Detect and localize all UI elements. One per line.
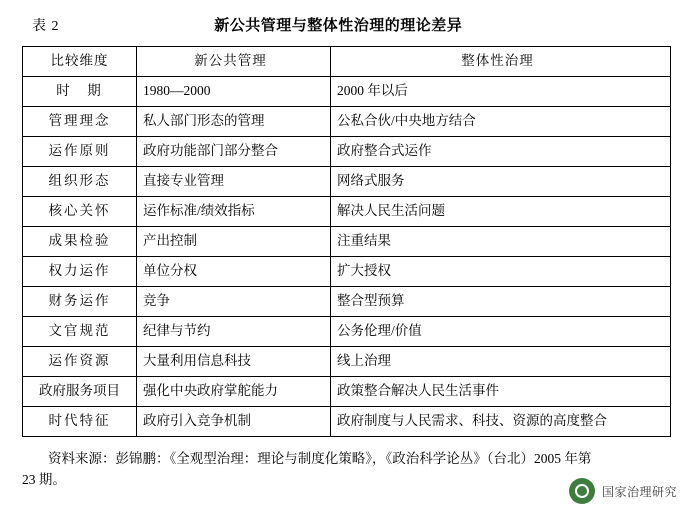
watermark [569, 478, 677, 504]
table-row [23, 347, 671, 377]
row-dimension: 文官规范 [23, 317, 137, 347]
table-caption-title: 新公共管理与整体性治理的理论差异 [214, 18, 463, 34]
row-npm-value: 大量利用信息科技 [137, 347, 331, 377]
table-row [23, 167, 671, 197]
row-npm-value: 纪律与节约 [137, 317, 331, 347]
row-holistic-value: 政策整合解决人民生活事件 [331, 377, 671, 407]
table-row [23, 77, 671, 107]
row-holistic-value: 公私合伙/中央地方结合 [331, 107, 671, 137]
table-row [23, 377, 671, 407]
table-row [23, 257, 671, 287]
header-cell-holistic: 整体性治理 [331, 47, 671, 77]
row-holistic-value: 网络式服务 [331, 167, 671, 197]
row-dimension: 核心关怀 [23, 197, 137, 227]
row-dimension: 时代特征 [23, 407, 137, 437]
row-holistic-value: 2000 年以后 [331, 77, 671, 107]
watermark-label: 国家治理研究 [601, 484, 677, 499]
row-holistic-value: 政府制度与人民需求、科技、资源的高度整合 [331, 407, 671, 437]
row-holistic-value: 注重结果 [331, 227, 671, 257]
row-holistic-value: 解决人民生活问题 [331, 197, 671, 227]
table-row [23, 317, 671, 347]
row-npm-value: 产出控制 [137, 227, 331, 257]
table-row [23, 137, 671, 167]
row-npm-value: 私人部门形态的管理 [137, 107, 331, 137]
row-npm-value: 1980—2000 [137, 77, 331, 107]
row-dimension: 运作资源 [23, 347, 137, 377]
row-holistic-value: 政府整合式运作 [331, 137, 671, 167]
header-cell-npm: 新公共管理 [137, 47, 331, 77]
row-dimension: 政府服务项目 [23, 377, 137, 407]
row-npm-value: 直接专业管理 [137, 167, 331, 197]
row-holistic-value: 公务伦理/价值 [331, 317, 671, 347]
table-row [23, 197, 671, 227]
row-npm-value: 政府引入竞争机制 [137, 407, 331, 437]
row-npm-value: 运作标准/绩效指标 [137, 197, 331, 227]
table-header-row [23, 47, 671, 77]
row-holistic-value: 线上治理 [331, 347, 671, 377]
table-row [23, 107, 671, 137]
row-holistic-value: 扩大授权 [331, 257, 671, 287]
table-caption-label: 表 2 [32, 19, 60, 34]
header-cell-dimension: 比较维度 [23, 47, 137, 77]
table-row [23, 227, 671, 257]
row-npm-value: 政府功能部门部分整合 [137, 137, 331, 167]
row-dimension: 财务运作 [23, 287, 137, 317]
row-holistic-value: 整合型预算 [331, 287, 671, 317]
row-npm-value: 单位分权 [137, 257, 331, 287]
row-dimension: 运作原则 [23, 137, 137, 167]
table-caption [22, 14, 669, 44]
row-dimension: 成果检验 [23, 227, 137, 257]
table-row [23, 407, 671, 437]
row-dimension: 管理理念 [23, 107, 137, 137]
row-npm-value: 竞争 [137, 287, 331, 317]
row-dimension: 权力运作 [23, 257, 137, 287]
source-line-2: 23 期。 [22, 471, 66, 487]
row-dimension: 组织形态 [23, 167, 137, 197]
row-npm-value: 强化中央政府掌舵能力 [137, 377, 331, 407]
table-row [23, 287, 671, 317]
row-dimension: 时 期 [23, 77, 137, 107]
comparison-table [22, 46, 671, 437]
source-line-1: 资料来源：彭锦鹏：《全观型治理：理论与制度化策略》，《政治科学论丛》（台北）2005 年第 [48, 451, 592, 466]
circle-logo-icon [569, 478, 595, 504]
